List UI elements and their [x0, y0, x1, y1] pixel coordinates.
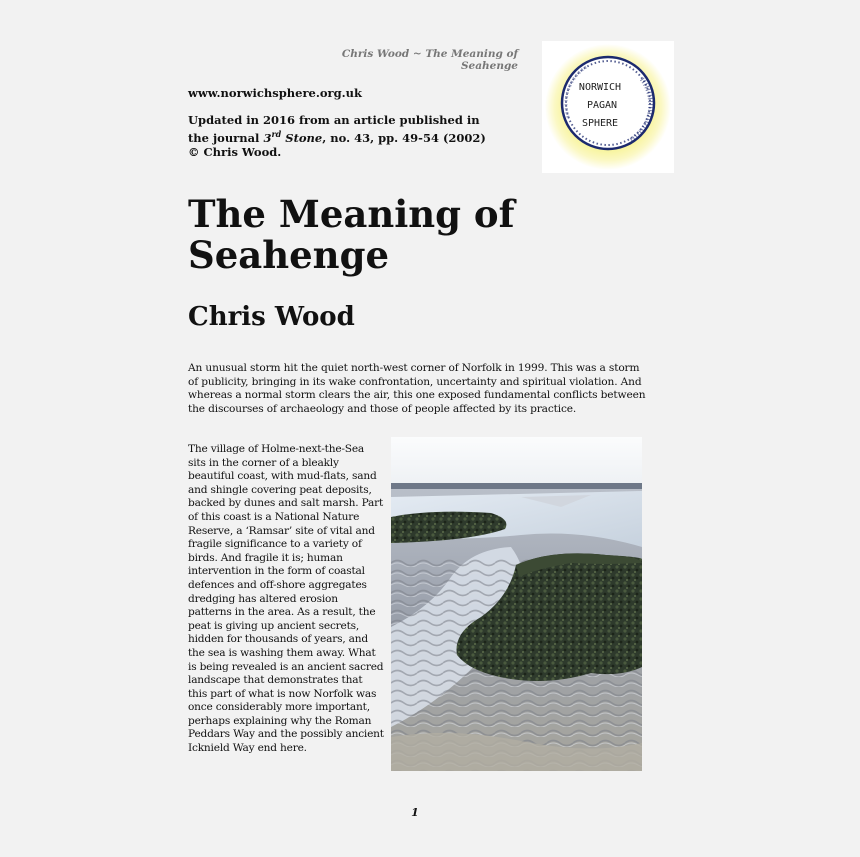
seahenge-beach-photo [391, 437, 642, 771]
site-url: www.norwichsphere.org.uk [188, 86, 362, 100]
article-author: Chris Wood [188, 302, 355, 332]
publication-line-1: Updated in 2016 from an article published in [188, 113, 480, 127]
logo-text-pagan: PAGAN [586, 100, 618, 111]
body-paragraph: The village of Holme-next-the-Sea sits in the corner of a bleakly beautiful coast, with mud-flats, sand and shingle covering peat deposits, backed by dunes and salt marsh. Part of this coast is a National Nature Reserve, a ‘Ramsar’ site of vital and fragile significance to a variety of birds. And fragile it is; human intervention in the form of coastal defences and off-shore aggregates dredging has altered erosion patterns in the area. As a result, the peat is giving up ancient secrets, hidden for thousands of years, and the sea is washing them away. What is being revealed is an ancient sacred landscape that demonstrates that this part of what is now Norfolk was once considerably more important, perhaps explaining why the Roman Peddars Way and the possibly ancient Icknield Way end here. [188, 443, 384, 755]
publication-line-2: the journal 3rd Stone, no. 43, pp. 49-54 (2002) [188, 129, 486, 145]
page-number: 1 [411, 806, 419, 819]
logo-graphic [542, 41, 674, 173]
logo-text-norwich: NORWICH [578, 82, 622, 93]
article-title-line-1: The Meaning of [188, 192, 515, 236]
intro-paragraph: An unusual storm hit the quiet north-west corner of Norfolk in 1999. This was a storm of publicity, bringing in its wake confrontation, uncertainty and spiritual violation. And whereas a normal storm clears the air, this one exposed fundamental conflicts between the discourses of archaeology and those of people affected by its practice. [188, 362, 646, 415]
article-title [188, 194, 528, 276]
norwich-pagan-sphere-logo [542, 41, 674, 173]
logo-text-sphere: SPHERE [581, 118, 619, 129]
running-head: Chris Wood ~ The Meaning of Seahenge [341, 48, 518, 72]
publication-note [188, 113, 518, 159]
beach-photo-illustration [391, 437, 642, 771]
copyright-line: © Chris Wood. [188, 144, 282, 159]
article-title-line-2: Seahenge [188, 233, 389, 277]
